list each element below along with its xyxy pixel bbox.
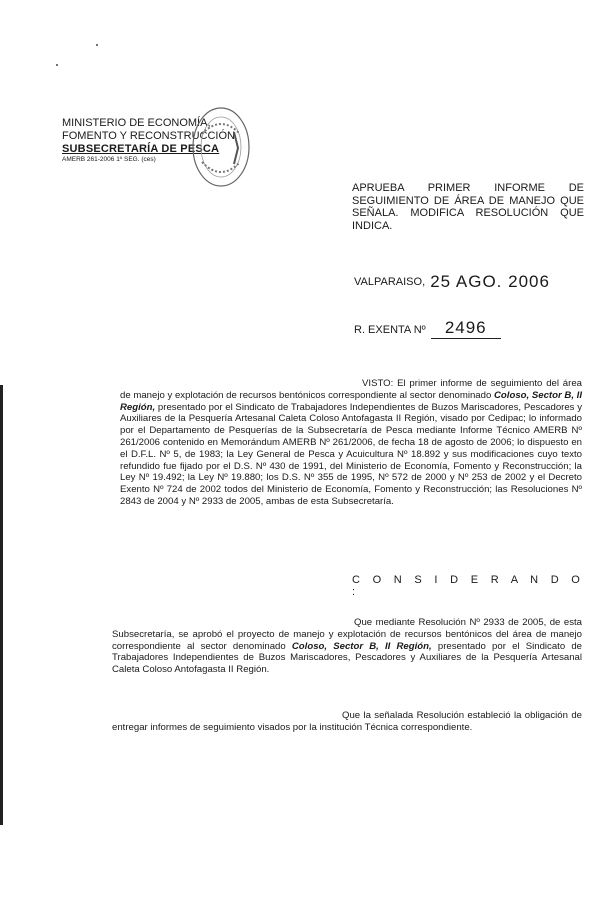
visto-text: El primer informe de seguimiento del área de manejo y explotación de recursos bentónicos correspondiente al sector denominado [120,378,583,401]
official-seal-stamp [190,104,252,190]
considerando-paragraph-1 [112,617,582,676]
sector-name: Coloso, Sector B, II Región, [291,640,432,652]
subsecretaria-line: SUBSECRETARÍA DE PESCA [62,143,220,155]
date-stamp: 25 AGO. 2006 [430,272,550,291]
resolution-label: R. EXENTA Nº [354,324,426,336]
document-reference: AMERB 261-2006 1º SEG. (ces) [62,156,156,163]
considerando-text: presentado por el Sindicato de Trabajadores Independientes de Buzos Mariscadores, Pescadores y Auxiliares de la Pesquería Artesanal Caleta Coloso Antofagasta II Región. [112,640,583,676]
visto-paragraph [120,378,582,508]
date-city: VALPARAISO, [354,276,426,288]
resolution-number: 2496 [431,318,501,339]
sector-name: Coloso, Sector B, II Región, [120,389,582,413]
scan-speck [96,44,98,46]
resolution-subject: APRUEBA PRIMER INFORME DE SEGUIMIENTO DE ÁREA DE MANEJO QUE SEÑALA. MODIFICA RESOLUCIÓN QUE INDICA. [352,182,584,232]
visto-text: presentado por el Sindicato de Trabajadores Independientes de Buzos Mariscadores, Pescadores y Auxiliares de la Pesquería Artesanal Caleta Coloso Antofagasta II Región, visado por Cedipac; lo informado por el Departamento de Pesquerías de la Subsecretaría de Pesca mediante Informe Técnico AMERB Nº 261/2006 contenido en Memorándum AMERB Nº 261/2006, de fecha 18 de agosto de 2006; lo dispuesto en el D.F.L. Nº 5, de 1983; la Ley General de Pesca y Acuicultura Nº 18.892 y sus modificaciones cuyo texto refundido fue fijado por el D.S. Nº 430 de 1991, del Ministerio de Economía, Fomento y Reconstrucción; la Ley Nº 19.492; la Ley Nº 19.880; los D.S. Nº 355 de 1995, Nº 572 de 2000 y Nº 253 de 2002 y el Decreto Exento Nº 724 de 2002 todos del Ministerio de Economía, Fomento y Reconstrucción; las Resoluciones Nº 2843 de 2004 y Nº 2933 de 2005, ambas de esta Subsecretaría. [120,401,583,507]
considerando-paragraph-2: Que la señalada Resolución estableció la obligación de entregar informes de seguimiento visados por la institución Técnica correspondiente. [112,710,582,733]
considerando-text: Que mediante Resolución Nº 2933 de 2005, de esta Subsecretaría, se aprobó el proyecto de manejo y explotación de recursos bentónicos del área de manejo correspondiente al sector denominado [112,617,582,652]
considerando-heading: C O N S I D E R A N D O : [352,574,585,598]
ministry-line: FOMENTO Y RECONSTRUCCIÓN [62,130,235,142]
visto-label: VISTO: [362,378,394,389]
scan-speck [56,64,58,66]
date-line [354,272,550,292]
ministry-line: MINISTERIO DE ECONOMÍA, [62,117,211,129]
scan-edge-bar [0,385,3,825]
resolution-number-line [354,318,501,339]
